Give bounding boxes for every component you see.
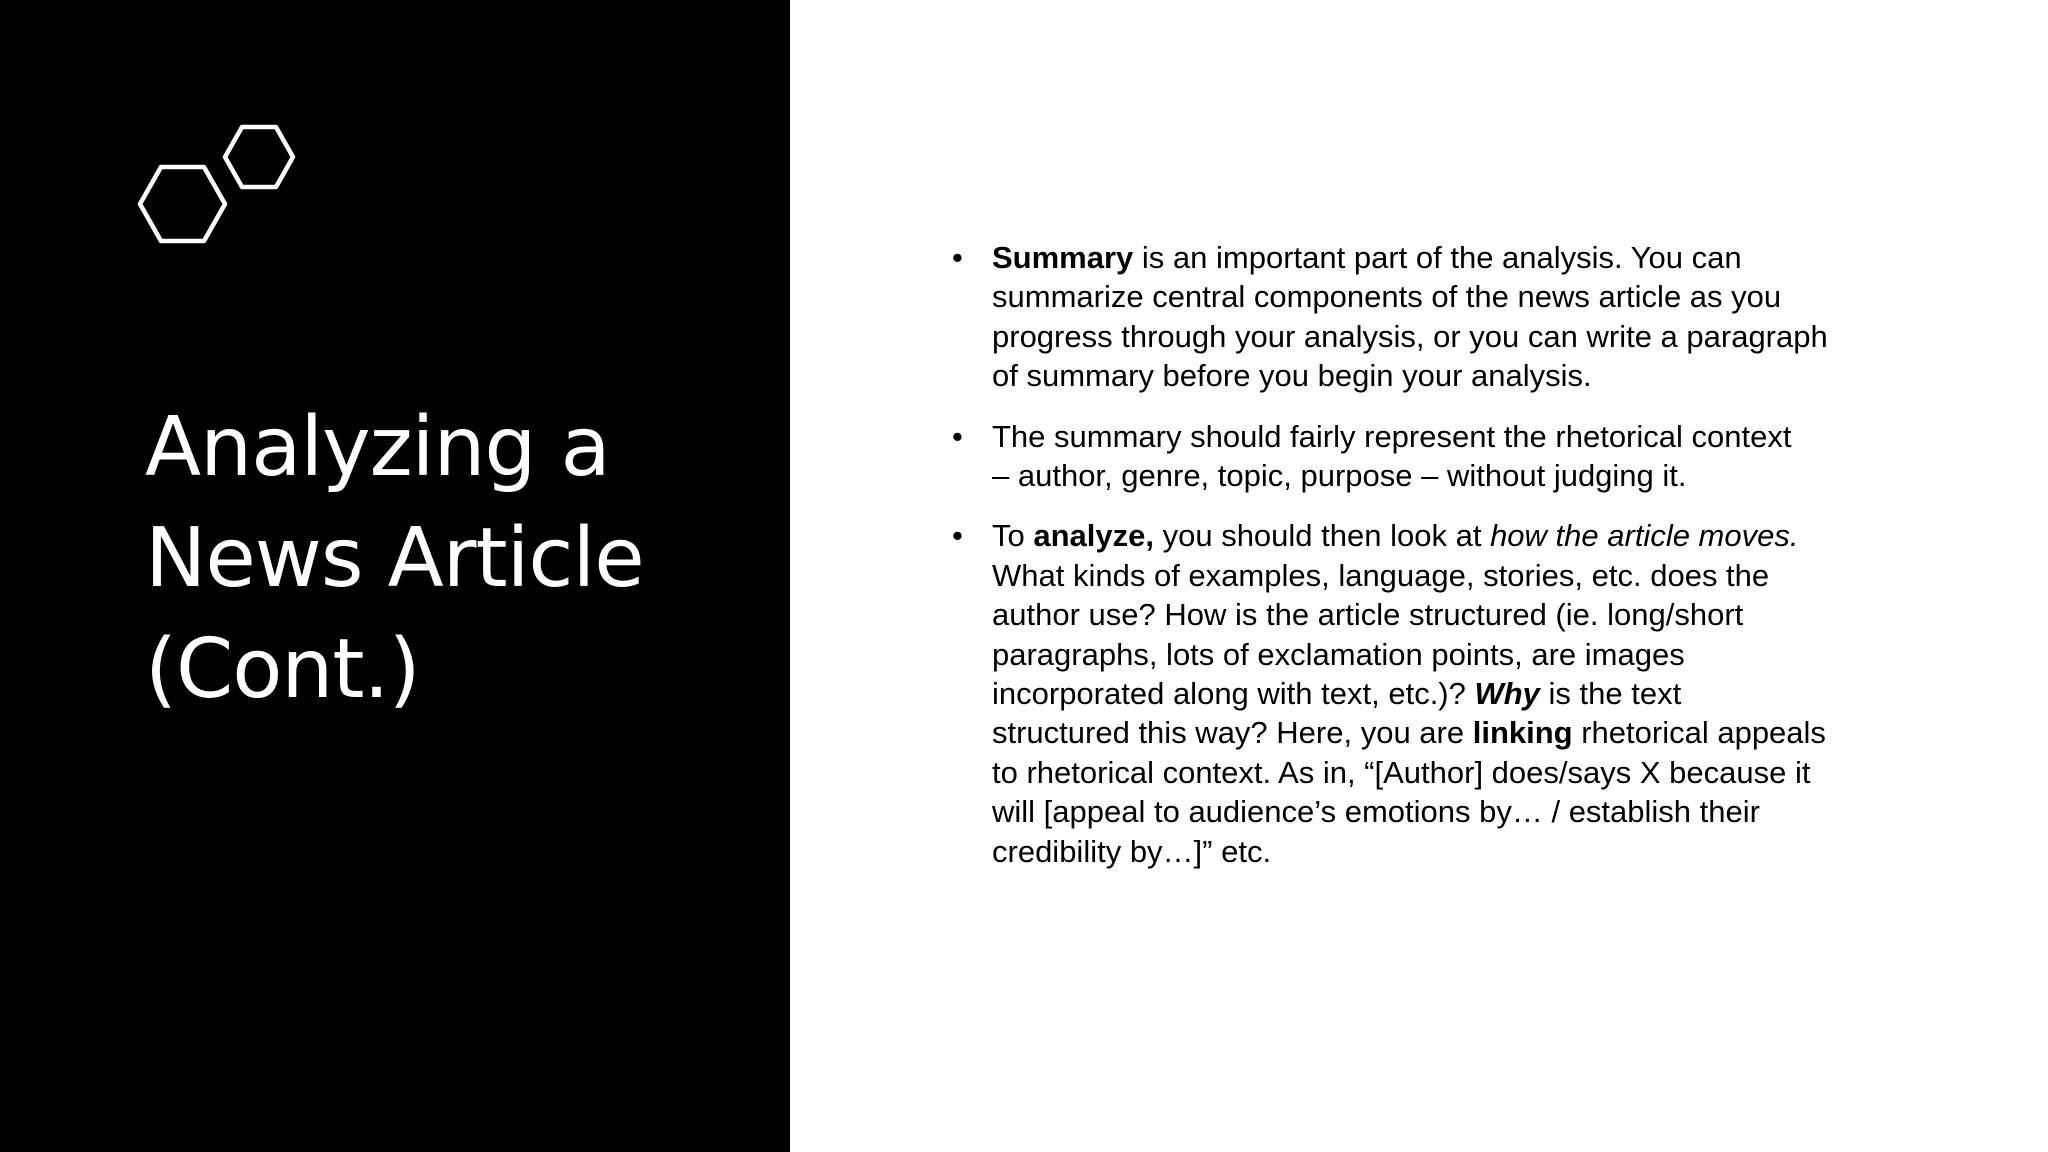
bullet-marker: • bbox=[952, 418, 963, 454]
bullet-text: incorporated along with text, etc.)? bbox=[992, 676, 1475, 712]
hexagon-large-icon bbox=[140, 167, 225, 241]
bullet-line: The summary should fairly represent the rhetorical context bbox=[992, 418, 1792, 454]
bullet-line: progress through your analysis, or you can write a paragraph bbox=[992, 318, 1828, 354]
bullet-text: you should then look at bbox=[1153, 518, 1491, 554]
keyword-analyze: analyze, bbox=[1033, 518, 1154, 554]
bullet-line: to rhetorical context. As in, “[Author] does/says X because it bbox=[992, 754, 1811, 790]
hexagon-small-icon bbox=[225, 127, 293, 187]
bullet-line: author use? How is the article structured (ie. long/short bbox=[992, 597, 1744, 633]
title-line: (Cont.) bbox=[145, 622, 420, 717]
bullet-line: summarize central components of the news article as you bbox=[992, 279, 1782, 315]
bullet-line: – author, genre, topic, purpose – without judging it. bbox=[992, 458, 1687, 494]
title-panel bbox=[0, 0, 790, 1152]
bullet-line bbox=[992, 674, 1912, 713]
bullet-line: of summary before you begin your analysis. bbox=[992, 358, 1592, 394]
bullet-line: credibility by…]” etc. bbox=[992, 833, 1272, 869]
bullet-line: will [appeal to audience’s emotions by… / establish their bbox=[992, 794, 1760, 830]
bullet-text: is an important part of the analysis. You can bbox=[1133, 240, 1742, 275]
bullet-marker: • bbox=[952, 518, 963, 554]
bullet-analyze bbox=[952, 516, 1912, 871]
emphasis-how: how the article moves. bbox=[1490, 518, 1799, 554]
bullet-marker: • bbox=[952, 240, 963, 275]
slide-title bbox=[145, 392, 765, 725]
hexagons-icon bbox=[126, 112, 326, 262]
bullet-text: rhetorical appeals bbox=[1572, 715, 1826, 751]
keyword-summary: Summary bbox=[992, 240, 1134, 275]
bullet-line bbox=[992, 713, 1912, 752]
bullet-line bbox=[992, 238, 1912, 277]
bullet-text: To bbox=[992, 518, 1034, 554]
title-line: News Article bbox=[145, 511, 644, 606]
bullet-line: paragraphs, lots of exclamation points, are images bbox=[992, 636, 1685, 672]
bullet-line bbox=[992, 516, 1912, 555]
title-line: Analyzing a bbox=[145, 400, 610, 495]
bullet-list bbox=[952, 238, 1912, 892]
bullet-text: structured this way? Here, you are bbox=[992, 715, 1473, 751]
emphasis-why: Why bbox=[1474, 676, 1540, 712]
bullet-context bbox=[952, 417, 1912, 496]
bullet-summary bbox=[952, 238, 1912, 396]
bullet-text: is the text bbox=[1539, 676, 1682, 712]
keyword-linking: linking bbox=[1472, 715, 1573, 751]
bullet-line: What kinds of examples, language, stories, etc. does the bbox=[992, 557, 1770, 593]
